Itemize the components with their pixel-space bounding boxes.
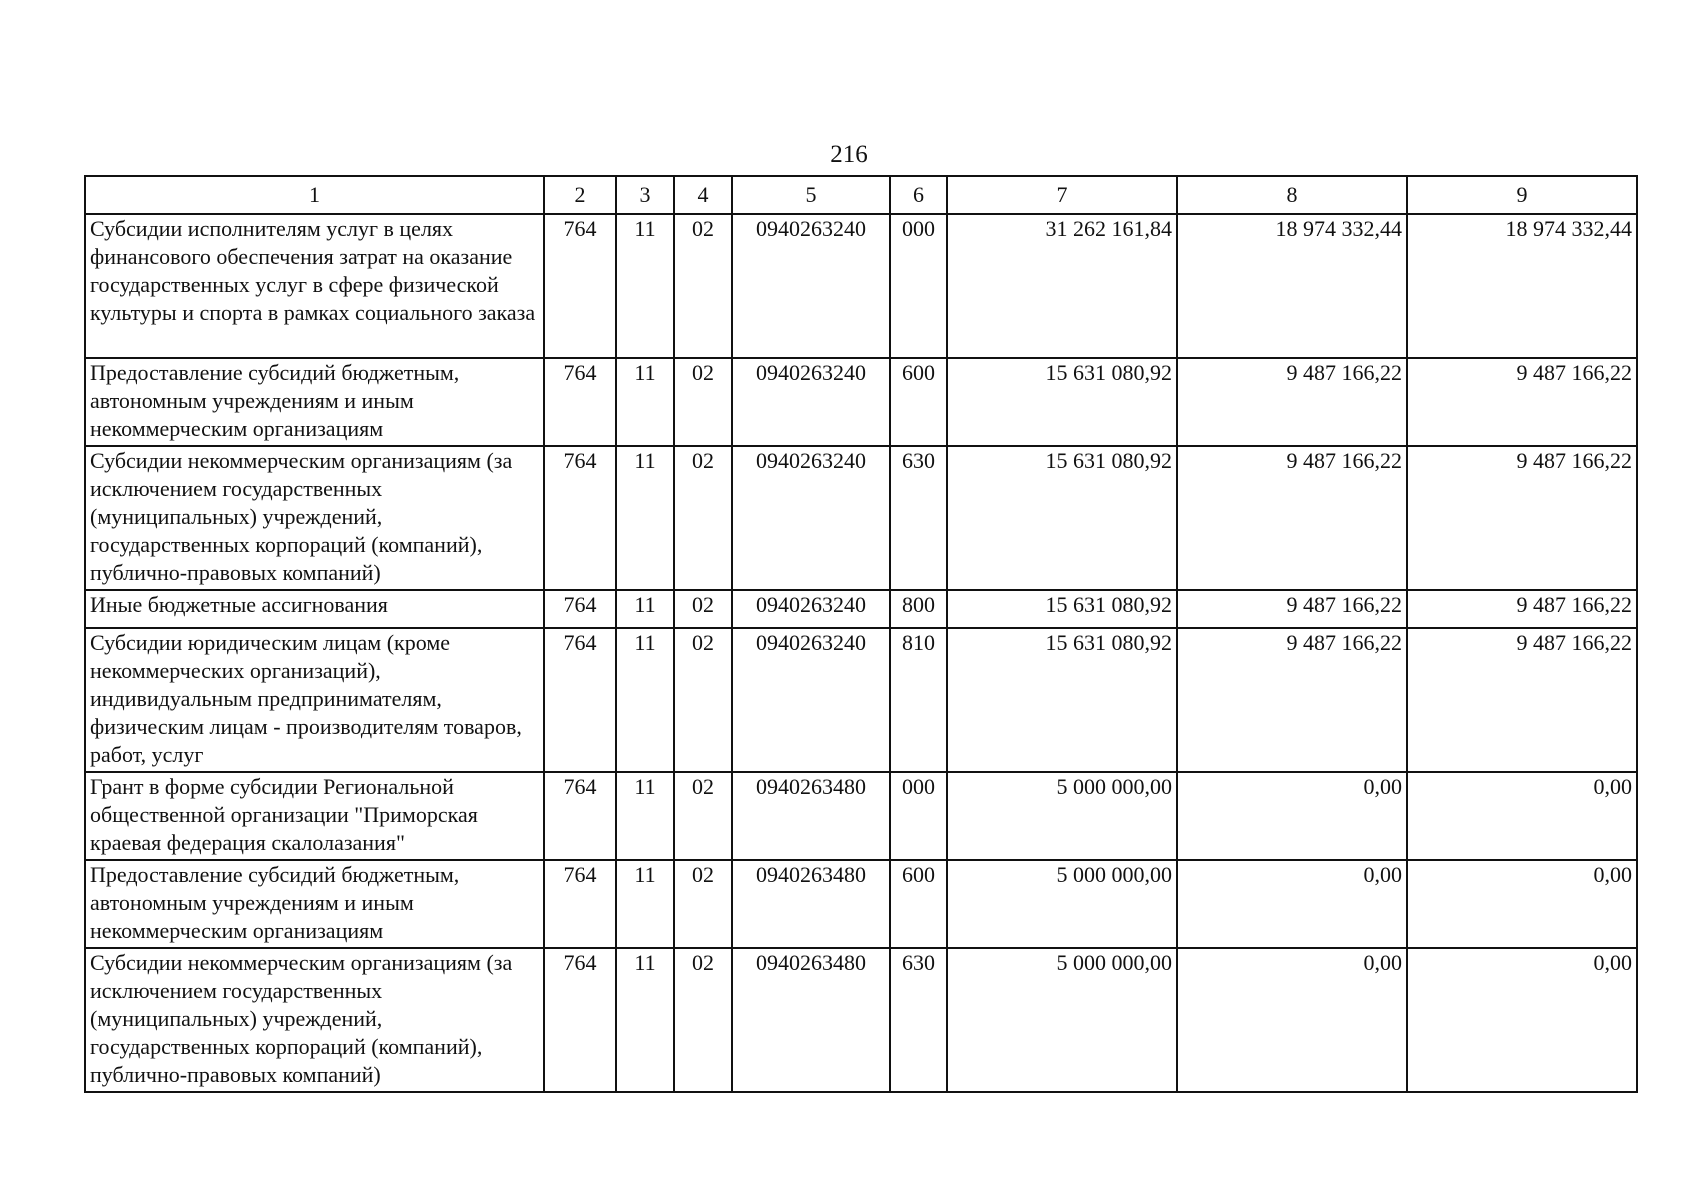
amount-col-9: 9 487 166,22 xyxy=(1407,590,1637,628)
row-name: Иные бюджетные ассигнования xyxy=(85,590,544,628)
column-header-3: 3 xyxy=(616,176,674,214)
admin-code: 764 xyxy=(544,214,616,358)
subsection-code: 02 xyxy=(674,214,732,358)
amount-col-9: 0,00 xyxy=(1407,948,1637,1092)
table-row xyxy=(85,772,1637,860)
target-article-code: 0940263480 xyxy=(732,948,890,1092)
target-article-code: 0940263240 xyxy=(732,214,890,358)
subsection-code: 02 xyxy=(674,772,732,860)
section-code: 11 xyxy=(616,860,674,948)
amount-col-8: 0,00 xyxy=(1177,860,1407,948)
amount-col-9: 0,00 xyxy=(1407,860,1637,948)
table-row xyxy=(85,948,1637,1092)
expense-type-code: 810 xyxy=(890,628,947,772)
admin-code: 764 xyxy=(544,446,616,590)
amount-col-7: 5 000 000,00 xyxy=(947,860,1177,948)
amount-col-7: 5 000 000,00 xyxy=(947,772,1177,860)
row-name: Предоставление субсидий бюджетным, автономным учреждениям и иным некоммерческим организациям xyxy=(85,860,544,948)
section-code: 11 xyxy=(616,948,674,1092)
amount-col-7: 15 631 080,92 xyxy=(947,446,1177,590)
amount-col-8: 9 487 166,22 xyxy=(1177,358,1407,446)
amount-col-8: 9 487 166,22 xyxy=(1177,446,1407,590)
amount-col-7: 31 262 161,84 xyxy=(947,214,1177,358)
table-row xyxy=(85,590,1637,628)
amount-col-9: 9 487 166,22 xyxy=(1407,358,1637,446)
expense-type-code: 000 xyxy=(890,214,947,358)
page-number: 216 xyxy=(830,141,868,168)
amount-col-8: 9 487 166,22 xyxy=(1177,628,1407,772)
expense-type-code: 630 xyxy=(890,948,947,1092)
target-article-code: 0940263480 xyxy=(732,860,890,948)
column-header-4: 4 xyxy=(674,176,732,214)
admin-code: 764 xyxy=(544,358,616,446)
target-article-code: 0940263240 xyxy=(732,446,890,590)
amount-col-8: 9 487 166,22 xyxy=(1177,590,1407,628)
expense-type-code: 630 xyxy=(890,446,947,590)
section-code: 11 xyxy=(616,214,674,358)
column-header-8: 8 xyxy=(1177,176,1407,214)
subsection-code: 02 xyxy=(674,948,732,1092)
subsection-code: 02 xyxy=(674,358,732,446)
amount-col-9: 18 974 332,44 xyxy=(1407,214,1637,358)
subsection-code: 02 xyxy=(674,446,732,590)
table-row xyxy=(85,214,1637,358)
row-name: Грант в форме субсидии Региональной общественной организации "Приморская краевая федерация скалолазания" xyxy=(85,772,544,860)
column-header-9: 9 xyxy=(1407,176,1637,214)
admin-code: 764 xyxy=(544,772,616,860)
expense-type-code: 800 xyxy=(890,590,947,628)
amount-col-7: 15 631 080,92 xyxy=(947,628,1177,772)
expense-type-code: 600 xyxy=(890,358,947,446)
subsection-code: 02 xyxy=(674,628,732,772)
amount-col-8: 18 974 332,44 xyxy=(1177,214,1407,358)
expense-type-code: 600 xyxy=(890,860,947,948)
admin-code: 764 xyxy=(544,948,616,1092)
row-name: Субсидии некоммерческим организациям (за исключением государственных (муниципальных) учреждений, государственных корпораций (компаний), публично-правовых компаний) xyxy=(85,948,544,1092)
target-article-code: 0940263240 xyxy=(732,590,890,628)
header-row xyxy=(85,176,1637,214)
amount-col-9: 9 487 166,22 xyxy=(1407,628,1637,772)
admin-code: 764 xyxy=(544,628,616,772)
amount-col-7: 15 631 080,92 xyxy=(947,358,1177,446)
table-row xyxy=(85,446,1637,590)
subsection-code: 02 xyxy=(674,860,732,948)
expense-type-code: 000 xyxy=(890,772,947,860)
amount-col-9: 0,00 xyxy=(1407,772,1637,860)
column-header-2: 2 xyxy=(544,176,616,214)
section-code: 11 xyxy=(616,590,674,628)
section-code: 11 xyxy=(616,446,674,590)
amount-col-7: 5 000 000,00 xyxy=(947,948,1177,1092)
amount-col-9: 9 487 166,22 xyxy=(1407,446,1637,590)
target-article-code: 0940263240 xyxy=(732,628,890,772)
row-name: Субсидии исполнителям услуг в целях финансового обеспечения затрат на оказание государственных услуг в сфере физической культуры и спорта в рамках социального заказа xyxy=(85,214,544,358)
table-row xyxy=(85,358,1637,446)
section-code: 11 xyxy=(616,358,674,446)
admin-code: 764 xyxy=(544,590,616,628)
column-header-1: 1 xyxy=(85,176,544,214)
amount-col-8: 0,00 xyxy=(1177,948,1407,1092)
column-header-5: 5 xyxy=(732,176,890,214)
row-name: Субсидии некоммерческим организациям (за исключением государственных (муниципальных) учреждений, государственных корпораций (компаний), публично-правовых компаний) xyxy=(85,446,544,590)
admin-code: 764 xyxy=(544,860,616,948)
column-header-7: 7 xyxy=(947,176,1177,214)
row-name: Субсидии юридическим лицам (кроме некоммерческих организаций), индивидуальным предпринимателям, физическим лицам - производителям товаров, работ, услуг xyxy=(85,628,544,772)
row-name: Предоставление субсидий бюджетным, автономным учреждениям и иным некоммерческим организациям xyxy=(85,358,544,446)
table-row xyxy=(85,860,1637,948)
section-code: 11 xyxy=(616,772,674,860)
amount-col-7: 15 631 080,92 xyxy=(947,590,1177,628)
section-code: 11 xyxy=(616,628,674,772)
subsection-code: 02 xyxy=(674,590,732,628)
column-header-6: 6 xyxy=(890,176,947,214)
amount-col-8: 0,00 xyxy=(1177,772,1407,860)
table-row xyxy=(85,628,1637,772)
budget-table xyxy=(84,175,1638,1093)
target-article-code: 0940263240 xyxy=(732,358,890,446)
target-article-code: 0940263480 xyxy=(732,772,890,860)
